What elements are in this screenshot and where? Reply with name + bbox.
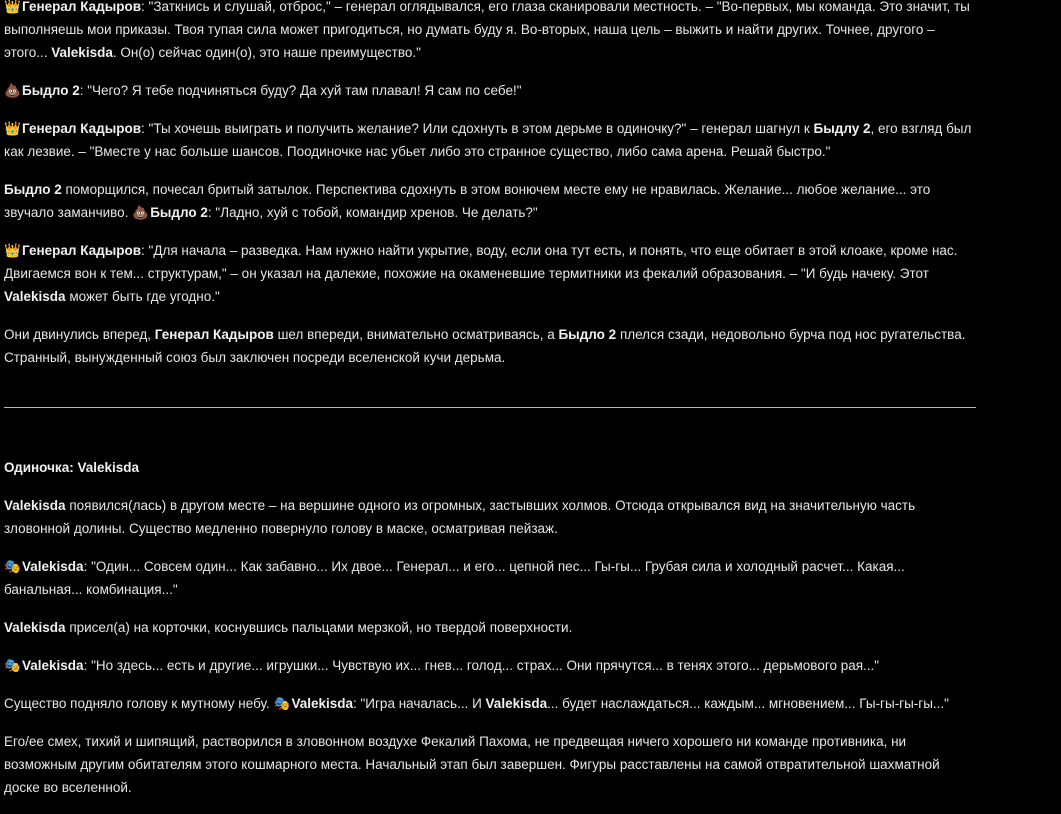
- paragraph-general-plan: [4, 239, 976, 308]
- character-name: Быдло 2: [4, 182, 62, 197]
- poop-icon: 💩: [4, 83, 21, 98]
- paragraph-text: : "Ты хочешь выиграть и получить желание? Или сдохнуть в этом дерьме в одиночку?" – генерал шагнул к: [141, 121, 814, 136]
- chat-message-body: [4, 0, 976, 814]
- paragraph-text: Они двинулись вперед,: [4, 327, 155, 342]
- paragraph-text: , его взгляд был как лезвие. – "Вместе у нас больше шансов. Поодиночке нас убьет либо это странное существо, либо сама арена. Решай быстро.": [4, 121, 972, 159]
- paragraph-ending: [4, 730, 976, 799]
- paragraph-text: : "Чего? Я тебе подчиняться буду? Да хуй там плавал! Я сам по себе!": [79, 83, 522, 98]
- paragraph-text: : "Ладно, хуй с тобой, командир хренов. Че делать?": [207, 205, 538, 220]
- paragraph-general-persuade: [4, 117, 976, 163]
- character-name: Valekisda: [4, 620, 66, 635]
- paragraph-text: . Он(о) сейчас один(о), это наше преимущество.": [112, 45, 421, 60]
- paragraph-bydlo-agrees: [4, 178, 976, 224]
- paragraph-text: плелся сзади, недовольно бурча под нос ругательства. Странный, вынужденный союз был заключен посреди вселенской кучи дерьма.: [4, 327, 966, 365]
- paragraph-valekisda-monologue: [4, 555, 976, 601]
- paragraph-text: : "Один... Совсем один... Как забавно... Их двое... Генерал... и его... цепной пес... Гы-гы... Грубая сила и холодный расчет... Какая... банальная... комбинация...": [4, 559, 905, 597]
- paragraph-bydlo-reply: [4, 79, 976, 102]
- character-name: Valekisda: [4, 498, 66, 513]
- speaker-name: Valekisda: [22, 658, 84, 673]
- crown-icon: 👑: [4, 0, 21, 14]
- paragraph-valekisda-crouch: [4, 616, 976, 639]
- speaker-name: Генерал Кадыров: [22, 243, 142, 258]
- speaker-name: Valekisda: [22, 559, 84, 574]
- theater-mask-icon: 🎭: [273, 696, 291, 711]
- paragraph-general-orders: [4, 0, 976, 64]
- paragraph-text: : "Игра началась... И: [353, 696, 486, 711]
- paragraph-text: может быть где угодно.": [65, 289, 220, 304]
- character-name: Быдло 2: [558, 327, 617, 342]
- character-name: Генерал Кадыров: [154, 327, 274, 342]
- paragraph-text: Его/ее смех, тихий и шипящий, растворился в зловонном воздухе Фекалий Пахома, не предвещая ничего хорошего ни команде противника, ни возможным другим обитателям этого кошмарного места. Начальный этап был завершен. Фигуры расставлены на самой отвратительной шахматной доске во вселенной.: [4, 734, 940, 795]
- paragraph-text: : "Заткнись и слушай, отброс," – генерал оглядывался, его глаза сканировали местность. – "Во-первых, мы команда. Это значит, ты выполняешь мои приказы. Твоя тупая сила может пригодиться, но думать буду я. Во-вторых, наша цель – выжить и найти других. Точнее, другого – этого...: [4, 0, 970, 60]
- paragraph-valekisda-appears: [4, 494, 976, 540]
- section-heading-text: Одиночка: Valekisda: [4, 460, 139, 475]
- character-name: Valekisda: [51, 45, 113, 60]
- theater-mask-icon: 🎭: [4, 658, 21, 673]
- section-heading: [4, 456, 976, 479]
- speaker-name: Valekisda: [291, 696, 354, 711]
- character-name: Valekisda: [485, 696, 548, 711]
- speaker-name: Генерал Кадыров: [22, 0, 142, 14]
- speaker-name: Быдло 2: [150, 205, 208, 220]
- paragraph-text: присел(а) на корточки, коснувшись пальцами мерзкой, но твердой поверхности.: [65, 620, 573, 635]
- paragraph-text: ... будет наслаждаться... каждым... мгновением... Гы-гы-гы-гы...": [547, 696, 949, 711]
- paragraph-text: поморщился, почесал бритый затылок. Перспектива сдохнуть в этом вонючем месте ему не нравилась. Желание... любое желание... это звучало заманчиво.: [4, 182, 931, 220]
- paragraph-text: : "Но здесь... есть и другие... игрушки... Чувствую их... гнев... голод... страх... Они прячутся... в тенях этого... дерьмового рая...": [83, 658, 880, 673]
- crown-icon: 👑: [4, 121, 21, 136]
- paragraph-game-started: [4, 692, 976, 715]
- paragraph-alliance: [4, 323, 976, 369]
- character-name: Valekisda: [4, 289, 66, 304]
- paragraph-text: Существо подняло голову к мутному небу.: [4, 696, 274, 711]
- speaker-name: Быдло 2: [22, 83, 80, 98]
- paragraph-text: появился(лась) в другом месте – на вершине одного из огромных, застывших холмов. Отсюда открывался вид на значительную часть зловонной долины. Существо медленно повернуло голову в маске, осматривая пейзаж.: [4, 498, 916, 536]
- crown-icon: 👑: [4, 243, 21, 258]
- paragraph-valekisda-senses: [4, 654, 976, 677]
- poop-icon: 💩: [132, 205, 150, 220]
- character-name: Быдлу 2: [813, 121, 871, 136]
- section-divider: [4, 407, 976, 408]
- speaker-name: Генерал Кадыров: [22, 121, 142, 136]
- paragraph-text: : "Для начала – разведка. Нам нужно найти укрытие, воду, если она тут есть, и понять, что еще обитает в этой клоаке, кроме нас. Двигаемся вон к тем... структурам," – он указал на далекие, похожие на окаменевшие термитники из фекалий образования. – "И будь начеку. Этот: [4, 243, 958, 281]
- theater-mask-icon: 🎭: [4, 559, 21, 574]
- paragraph-text: шел впереди, внимательно осматриваясь, а: [273, 327, 559, 342]
